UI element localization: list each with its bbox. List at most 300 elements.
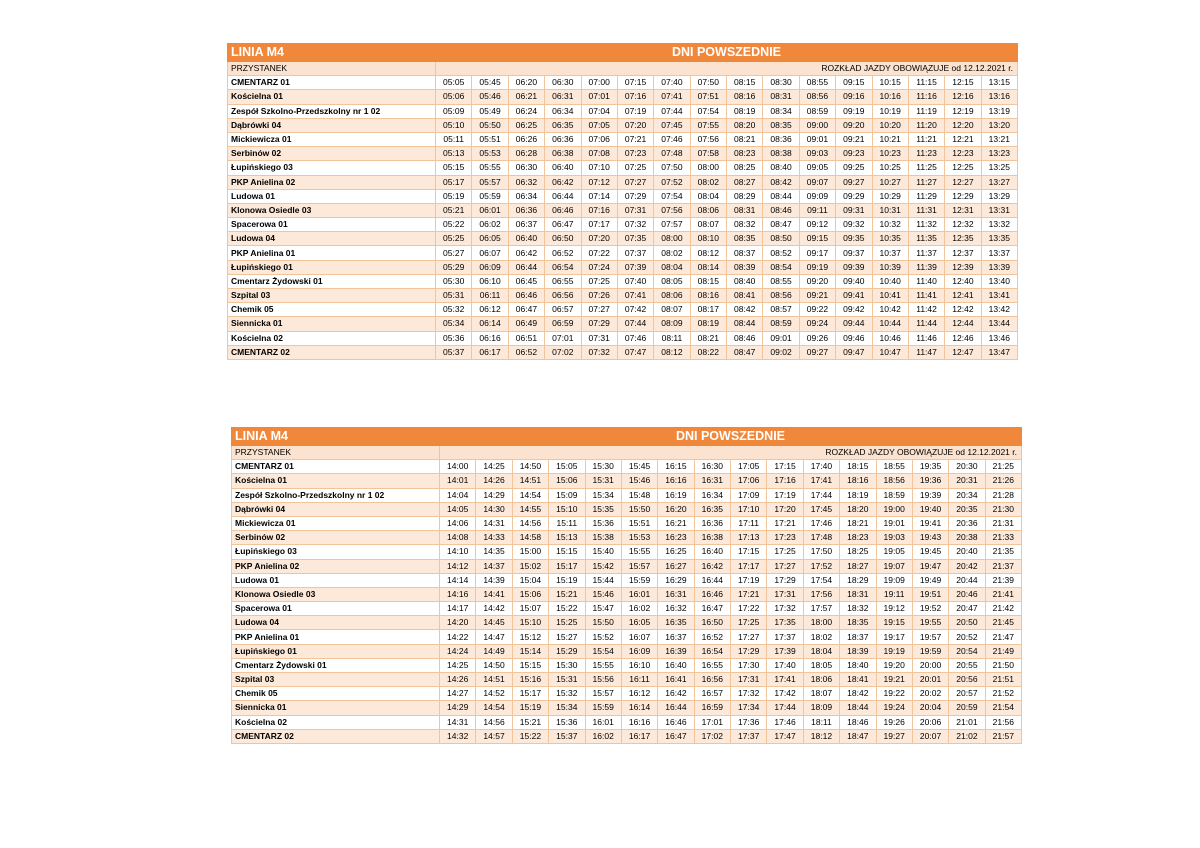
departure-time: 09:21 bbox=[799, 289, 835, 303]
departure-time: 08:05 bbox=[654, 274, 690, 288]
departure-time: 08:07 bbox=[654, 303, 690, 317]
table-row bbox=[232, 559, 1022, 573]
table-row bbox=[232, 701, 1022, 715]
departure-time: 15:14 bbox=[512, 644, 548, 658]
departure-time: 12:21 bbox=[945, 132, 981, 146]
departure-time: 05:51 bbox=[472, 132, 508, 146]
departure-time: 20:36 bbox=[949, 516, 985, 530]
departure-time: 09:37 bbox=[836, 246, 872, 260]
departure-time: 10:21 bbox=[872, 132, 908, 146]
departure-time: 06:45 bbox=[508, 274, 544, 288]
departure-time: 15:47 bbox=[585, 602, 621, 616]
departure-time: 20:34 bbox=[949, 488, 985, 502]
departure-time: 06:42 bbox=[545, 175, 581, 189]
validity-note: ROZKŁAD JAZDY OBOWIĄZUJE od 12.12.2021 r. bbox=[436, 62, 1018, 76]
departure-time: 17:56 bbox=[803, 587, 839, 601]
timetable-header bbox=[228, 44, 1018, 62]
stop-name: Dąbrówki 04 bbox=[228, 118, 436, 132]
departure-time: 17:19 bbox=[731, 573, 767, 587]
departure-time: 16:41 bbox=[658, 673, 694, 687]
departure-time: 05:34 bbox=[436, 317, 472, 331]
timetable-header bbox=[232, 428, 1022, 446]
departure-time: 08:42 bbox=[763, 175, 799, 189]
departure-time: 11:16 bbox=[908, 90, 944, 104]
departure-time: 08:52 bbox=[763, 246, 799, 260]
departure-time: 11:32 bbox=[908, 218, 944, 232]
departure-time: 05:17 bbox=[436, 175, 472, 189]
departure-time: 12:41 bbox=[945, 289, 981, 303]
departure-time: 20:40 bbox=[949, 545, 985, 559]
departure-time: 09:07 bbox=[799, 175, 835, 189]
departure-time: 06:57 bbox=[545, 303, 581, 317]
departure-time: 09:00 bbox=[799, 118, 835, 132]
departure-time: 05:53 bbox=[472, 147, 508, 161]
departure-time: 12:39 bbox=[945, 260, 981, 274]
departure-time: 07:05 bbox=[581, 118, 617, 132]
departure-time: 17:44 bbox=[767, 701, 803, 715]
departure-time: 06:51 bbox=[508, 331, 544, 345]
departure-time: 14:27 bbox=[440, 687, 476, 701]
departure-time: 19:01 bbox=[876, 516, 912, 530]
departure-time: 14:35 bbox=[476, 545, 512, 559]
table-row bbox=[228, 161, 1018, 175]
departure-time: 17:32 bbox=[731, 687, 767, 701]
stop-name: Spacerowa 01 bbox=[232, 602, 440, 616]
departure-time: 16:27 bbox=[658, 559, 694, 573]
departure-time: 13:32 bbox=[981, 218, 1017, 232]
departure-time: 06:40 bbox=[508, 232, 544, 246]
departure-time: 11:19 bbox=[908, 104, 944, 118]
departure-time: 07:31 bbox=[581, 331, 617, 345]
departure-time: 06:09 bbox=[472, 260, 508, 274]
departure-time: 17:27 bbox=[731, 630, 767, 644]
departure-time: 13:31 bbox=[981, 203, 1017, 217]
departure-time: 07:56 bbox=[690, 132, 726, 146]
departure-time: 06:59 bbox=[545, 317, 581, 331]
departure-time: 06:10 bbox=[472, 274, 508, 288]
departure-time: 17:46 bbox=[803, 516, 839, 530]
departure-time: 17:02 bbox=[694, 729, 730, 743]
table-row bbox=[232, 587, 1022, 601]
departure-time: 14:49 bbox=[476, 644, 512, 658]
departure-time: 06:01 bbox=[472, 203, 508, 217]
departure-time: 19:51 bbox=[912, 587, 948, 601]
departure-time: 09:21 bbox=[836, 132, 872, 146]
departure-time: 09:47 bbox=[836, 345, 872, 359]
departure-time: 15:38 bbox=[585, 531, 621, 545]
departure-time: 07:14 bbox=[581, 189, 617, 203]
departure-time: 20:31 bbox=[949, 474, 985, 488]
departure-time: 10:37 bbox=[872, 246, 908, 260]
departure-time: 16:32 bbox=[658, 602, 694, 616]
departure-time: 18:25 bbox=[840, 545, 876, 559]
departure-time: 07:02 bbox=[545, 345, 581, 359]
departure-time: 07:15 bbox=[617, 76, 653, 90]
departure-time: 17:37 bbox=[731, 729, 767, 743]
departure-time: 07:25 bbox=[581, 274, 617, 288]
departure-time: 14:51 bbox=[512, 474, 548, 488]
departure-time: 11:39 bbox=[908, 260, 944, 274]
departure-time: 07:17 bbox=[581, 218, 617, 232]
departure-time: 17:21 bbox=[767, 516, 803, 530]
departure-time: 05:25 bbox=[436, 232, 472, 246]
departure-time: 17:39 bbox=[767, 644, 803, 658]
departure-time: 19:41 bbox=[912, 516, 948, 530]
departure-time: 07:58 bbox=[690, 147, 726, 161]
departure-time: 08:41 bbox=[727, 289, 763, 303]
departure-time: 13:19 bbox=[981, 104, 1017, 118]
departure-time: 15:25 bbox=[549, 616, 585, 630]
departure-time: 10:19 bbox=[872, 104, 908, 118]
departure-time: 05:37 bbox=[436, 345, 472, 359]
stop-name: PKP Anielina 02 bbox=[232, 559, 440, 573]
departure-time: 08:21 bbox=[727, 132, 763, 146]
departure-time: 19:57 bbox=[912, 630, 948, 644]
line-label: LINIA M4 bbox=[232, 428, 440, 446]
departure-time: 08:15 bbox=[727, 76, 763, 90]
departure-time: 07:48 bbox=[654, 147, 690, 161]
departure-time: 14:10 bbox=[440, 545, 476, 559]
departure-time: 18:39 bbox=[840, 644, 876, 658]
departure-time: 16:01 bbox=[621, 587, 657, 601]
departure-time: 14:55 bbox=[512, 502, 548, 516]
departure-time: 07:39 bbox=[617, 260, 653, 274]
table-row bbox=[228, 203, 1018, 217]
departure-time: 07:06 bbox=[581, 132, 617, 146]
departure-time: 14:00 bbox=[440, 460, 476, 474]
departure-time: 14:22 bbox=[440, 630, 476, 644]
table-row bbox=[232, 673, 1022, 687]
table-row bbox=[232, 531, 1022, 545]
departure-time: 16:21 bbox=[658, 516, 694, 530]
departure-time: 10:39 bbox=[872, 260, 908, 274]
departure-time: 08:06 bbox=[654, 289, 690, 303]
departure-time: 09:15 bbox=[799, 232, 835, 246]
timetable-morning bbox=[227, 43, 1018, 360]
departure-time: 18:02 bbox=[803, 630, 839, 644]
departure-time: 09:15 bbox=[836, 76, 872, 90]
departure-time: 19:39 bbox=[912, 488, 948, 502]
departure-time: 08:57 bbox=[763, 303, 799, 317]
departure-time: 06:55 bbox=[545, 274, 581, 288]
departure-time: 05:31 bbox=[436, 289, 472, 303]
departure-time: 19:17 bbox=[876, 630, 912, 644]
departure-time: 07:51 bbox=[690, 90, 726, 104]
departure-time: 14:51 bbox=[476, 673, 512, 687]
departure-time: 05:21 bbox=[436, 203, 472, 217]
departure-time: 13:23 bbox=[981, 147, 1017, 161]
departure-time: 14:45 bbox=[476, 616, 512, 630]
departure-time: 19:09 bbox=[876, 573, 912, 587]
departure-time: 07:19 bbox=[617, 104, 653, 118]
departure-time: 08:02 bbox=[654, 246, 690, 260]
departure-time: 15:19 bbox=[512, 701, 548, 715]
departure-time: 13:15 bbox=[981, 76, 1017, 90]
departure-time: 07:20 bbox=[581, 232, 617, 246]
departure-time: 08:06 bbox=[690, 203, 726, 217]
departure-time: 14:17 bbox=[440, 602, 476, 616]
departure-time: 06:34 bbox=[508, 189, 544, 203]
departure-time: 15:36 bbox=[549, 715, 585, 729]
departure-time: 14:39 bbox=[476, 573, 512, 587]
departure-time: 20:02 bbox=[912, 687, 948, 701]
departure-time: 06:21 bbox=[508, 90, 544, 104]
departure-time: 06:11 bbox=[472, 289, 508, 303]
departure-time: 09:26 bbox=[799, 331, 835, 345]
departure-time: 11:31 bbox=[908, 203, 944, 217]
departure-time: 19:52 bbox=[912, 602, 948, 616]
departure-time: 08:12 bbox=[654, 345, 690, 359]
departure-time: 18:21 bbox=[840, 516, 876, 530]
departure-time: 07:54 bbox=[690, 104, 726, 118]
departure-time: 15:10 bbox=[549, 502, 585, 516]
departure-time: 20:44 bbox=[949, 573, 985, 587]
departure-time: 14:06 bbox=[440, 516, 476, 530]
departure-time: 05:46 bbox=[472, 90, 508, 104]
departure-time: 05:22 bbox=[436, 218, 472, 232]
departure-time: 07:29 bbox=[581, 317, 617, 331]
departure-time: 17:29 bbox=[731, 644, 767, 658]
departure-time: 18:15 bbox=[840, 460, 876, 474]
stop-name: Serbinów 02 bbox=[228, 147, 436, 161]
departure-time: 09:01 bbox=[763, 331, 799, 345]
departure-time: 07:26 bbox=[581, 289, 617, 303]
stop-name: Cmentarz Żydowski 01 bbox=[228, 274, 436, 288]
departure-time: 14:54 bbox=[512, 488, 548, 502]
departure-time: 08:38 bbox=[763, 147, 799, 161]
departure-time: 15:57 bbox=[585, 687, 621, 701]
departure-time: 15:46 bbox=[585, 587, 621, 601]
departure-time: 16:59 bbox=[694, 701, 730, 715]
departure-time: 19:19 bbox=[876, 644, 912, 658]
departure-time: 21:49 bbox=[985, 644, 1021, 658]
departure-time: 09:19 bbox=[799, 260, 835, 274]
departure-time: 06:37 bbox=[508, 218, 544, 232]
departure-time: 16:01 bbox=[585, 715, 621, 729]
departure-time: 15:32 bbox=[549, 687, 585, 701]
departure-time: 09:41 bbox=[836, 289, 872, 303]
departure-time: 19:11 bbox=[876, 587, 912, 601]
departure-time: 14:32 bbox=[440, 729, 476, 743]
departure-time: 11:25 bbox=[908, 161, 944, 175]
departure-time: 06:50 bbox=[545, 232, 581, 246]
departure-time: 08:32 bbox=[727, 218, 763, 232]
departure-time: 07:46 bbox=[654, 132, 690, 146]
departure-time: 21:01 bbox=[949, 715, 985, 729]
table-row bbox=[228, 331, 1018, 345]
stop-name: Chemik 05 bbox=[232, 687, 440, 701]
departure-time: 11:37 bbox=[908, 246, 944, 260]
departure-time: 19:12 bbox=[876, 602, 912, 616]
departure-time: 16:25 bbox=[658, 545, 694, 559]
departure-time: 17:31 bbox=[731, 673, 767, 687]
departure-time: 13:25 bbox=[981, 161, 1017, 175]
departure-time: 21:33 bbox=[985, 531, 1021, 545]
departure-time: 07:40 bbox=[617, 274, 653, 288]
stop-name: Kościelna 01 bbox=[228, 90, 436, 104]
departure-time: 20:55 bbox=[949, 658, 985, 672]
departure-time: 13:16 bbox=[981, 90, 1017, 104]
departure-time: 21:35 bbox=[985, 545, 1021, 559]
departure-time: 08:55 bbox=[763, 274, 799, 288]
departure-time: 19:21 bbox=[876, 673, 912, 687]
departure-time: 18:23 bbox=[840, 531, 876, 545]
departure-time: 15:37 bbox=[549, 729, 585, 743]
departure-time: 17:27 bbox=[767, 559, 803, 573]
table-row bbox=[232, 602, 1022, 616]
departure-time: 19:47 bbox=[912, 559, 948, 573]
stop-name: Serbinów 02 bbox=[232, 531, 440, 545]
departure-time: 15:02 bbox=[512, 559, 548, 573]
departure-time: 07:04 bbox=[581, 104, 617, 118]
departure-time: 12:15 bbox=[945, 76, 981, 90]
validity-note: ROZKŁAD JAZDY OBOWIĄZUJE od 12.12.2021 r. bbox=[440, 446, 1022, 460]
departure-time: 06:36 bbox=[508, 203, 544, 217]
table-row bbox=[228, 232, 1018, 246]
departure-time: 08:22 bbox=[690, 345, 726, 359]
departure-time: 20:56 bbox=[949, 673, 985, 687]
departure-time: 08:31 bbox=[763, 90, 799, 104]
departure-time: 18:05 bbox=[803, 658, 839, 672]
departure-time: 11:20 bbox=[908, 118, 944, 132]
departure-time: 18:29 bbox=[840, 573, 876, 587]
stop-name: Zespół Szkolno-Przedszkolny nr 1 02 bbox=[228, 104, 436, 118]
departure-time: 21:50 bbox=[985, 658, 1021, 672]
table-row bbox=[232, 545, 1022, 559]
departure-time: 17:52 bbox=[803, 559, 839, 573]
departure-time: 10:29 bbox=[872, 189, 908, 203]
departure-time: 14:50 bbox=[476, 658, 512, 672]
stop-name: CMENTARZ 02 bbox=[228, 345, 436, 359]
departure-time: 08:56 bbox=[799, 90, 835, 104]
departure-time: 15:36 bbox=[585, 516, 621, 530]
departure-time: 06:36 bbox=[545, 132, 581, 146]
departure-time: 21:39 bbox=[985, 573, 1021, 587]
departure-time: 08:12 bbox=[690, 246, 726, 260]
departure-time: 17:41 bbox=[803, 474, 839, 488]
departure-time: 14:04 bbox=[440, 488, 476, 502]
departure-time: 15:53 bbox=[621, 531, 657, 545]
departure-time: 15:06 bbox=[549, 474, 585, 488]
departure-time: 17:35 bbox=[767, 616, 803, 630]
departure-time: 18:20 bbox=[840, 502, 876, 516]
departure-time: 17:30 bbox=[731, 658, 767, 672]
departure-time: 18:42 bbox=[840, 687, 876, 701]
departure-time: 11:15 bbox=[908, 76, 944, 90]
departure-time: 08:15 bbox=[690, 274, 726, 288]
departure-time: 14:58 bbox=[512, 531, 548, 545]
departure-time: 19:05 bbox=[876, 545, 912, 559]
departure-time: 10:16 bbox=[872, 90, 908, 104]
departure-time: 05:45 bbox=[472, 76, 508, 90]
departure-time: 16:29 bbox=[658, 573, 694, 587]
departure-time: 18:09 bbox=[803, 701, 839, 715]
departure-time: 20:01 bbox=[912, 673, 948, 687]
departure-time: 12:20 bbox=[945, 118, 981, 132]
departure-time: 16:30 bbox=[694, 460, 730, 474]
departure-time: 09:17 bbox=[799, 246, 835, 260]
departure-time: 06:14 bbox=[472, 317, 508, 331]
departure-time: 07:54 bbox=[654, 189, 690, 203]
departure-time: 14:14 bbox=[440, 573, 476, 587]
departure-time: 15:56 bbox=[585, 673, 621, 687]
departure-time: 12:42 bbox=[945, 303, 981, 317]
departure-time: 05:19 bbox=[436, 189, 472, 203]
departure-time: 08:10 bbox=[690, 232, 726, 246]
departure-time: 18:16 bbox=[840, 474, 876, 488]
departure-time: 14:26 bbox=[440, 673, 476, 687]
departure-time: 20:07 bbox=[912, 729, 948, 743]
departure-time: 20:35 bbox=[949, 502, 985, 516]
departure-time: 12:47 bbox=[945, 345, 981, 359]
departure-time: 15:55 bbox=[585, 658, 621, 672]
departure-time: 07:46 bbox=[617, 331, 653, 345]
departure-time: 17:01 bbox=[694, 715, 730, 729]
departure-time: 13:41 bbox=[981, 289, 1017, 303]
departure-time: 12:19 bbox=[945, 104, 981, 118]
departure-time: 05:11 bbox=[436, 132, 472, 146]
departure-time: 06:34 bbox=[545, 104, 581, 118]
departure-time: 11:46 bbox=[908, 331, 944, 345]
departure-time: 16:02 bbox=[585, 729, 621, 743]
departure-time: 17:54 bbox=[803, 573, 839, 587]
stop-name: Łupińskiego 03 bbox=[228, 161, 436, 175]
table-row bbox=[228, 303, 1018, 317]
departure-time: 17:50 bbox=[803, 545, 839, 559]
departure-time: 18:41 bbox=[840, 673, 876, 687]
departure-time: 09:16 bbox=[836, 90, 872, 104]
table-row bbox=[228, 147, 1018, 161]
departure-time: 07:27 bbox=[617, 175, 653, 189]
departure-time: 14:20 bbox=[440, 616, 476, 630]
departure-time: 09:29 bbox=[836, 189, 872, 203]
departure-time: 17:10 bbox=[731, 502, 767, 516]
departure-time: 16:31 bbox=[658, 587, 694, 601]
departure-time: 20:06 bbox=[912, 715, 948, 729]
departure-time: 18:07 bbox=[803, 687, 839, 701]
departure-time: 15:42 bbox=[585, 559, 621, 573]
departure-time: 07:25 bbox=[617, 161, 653, 175]
stop-name: Łupińskiego 01 bbox=[232, 644, 440, 658]
departure-time: 20:54 bbox=[949, 644, 985, 658]
days-label: DNI POWSZEDNIE bbox=[440, 428, 1022, 446]
departure-time: 15:30 bbox=[549, 658, 585, 672]
departure-time: 18:55 bbox=[876, 460, 912, 474]
departure-time: 09:27 bbox=[799, 345, 835, 359]
stop-name: Cmentarz Żydowski 01 bbox=[232, 658, 440, 672]
departure-time: 17:48 bbox=[803, 531, 839, 545]
stop-name: CMENTARZ 01 bbox=[232, 460, 440, 474]
departure-time: 15:10 bbox=[512, 616, 548, 630]
departure-time: 15:09 bbox=[549, 488, 585, 502]
departure-time: 13:39 bbox=[981, 260, 1017, 274]
departure-time: 17:16 bbox=[767, 474, 803, 488]
departure-time: 18:31 bbox=[840, 587, 876, 601]
departure-time: 16:20 bbox=[658, 502, 694, 516]
departure-time: 06:35 bbox=[545, 118, 581, 132]
departure-time: 06:52 bbox=[508, 345, 544, 359]
departure-time: 14:47 bbox=[476, 630, 512, 644]
departure-time: 16:42 bbox=[694, 559, 730, 573]
stop-name: Kościelna 01 bbox=[232, 474, 440, 488]
stop-name: Chemik 05 bbox=[228, 303, 436, 317]
departure-time: 08:47 bbox=[763, 218, 799, 232]
departure-time: 10:41 bbox=[872, 289, 908, 303]
departure-time: 12:37 bbox=[945, 246, 981, 260]
departure-time: 14:30 bbox=[476, 502, 512, 516]
departure-time: 07:23 bbox=[617, 147, 653, 161]
stop-column-header: PRZYSTANEK bbox=[228, 62, 436, 76]
